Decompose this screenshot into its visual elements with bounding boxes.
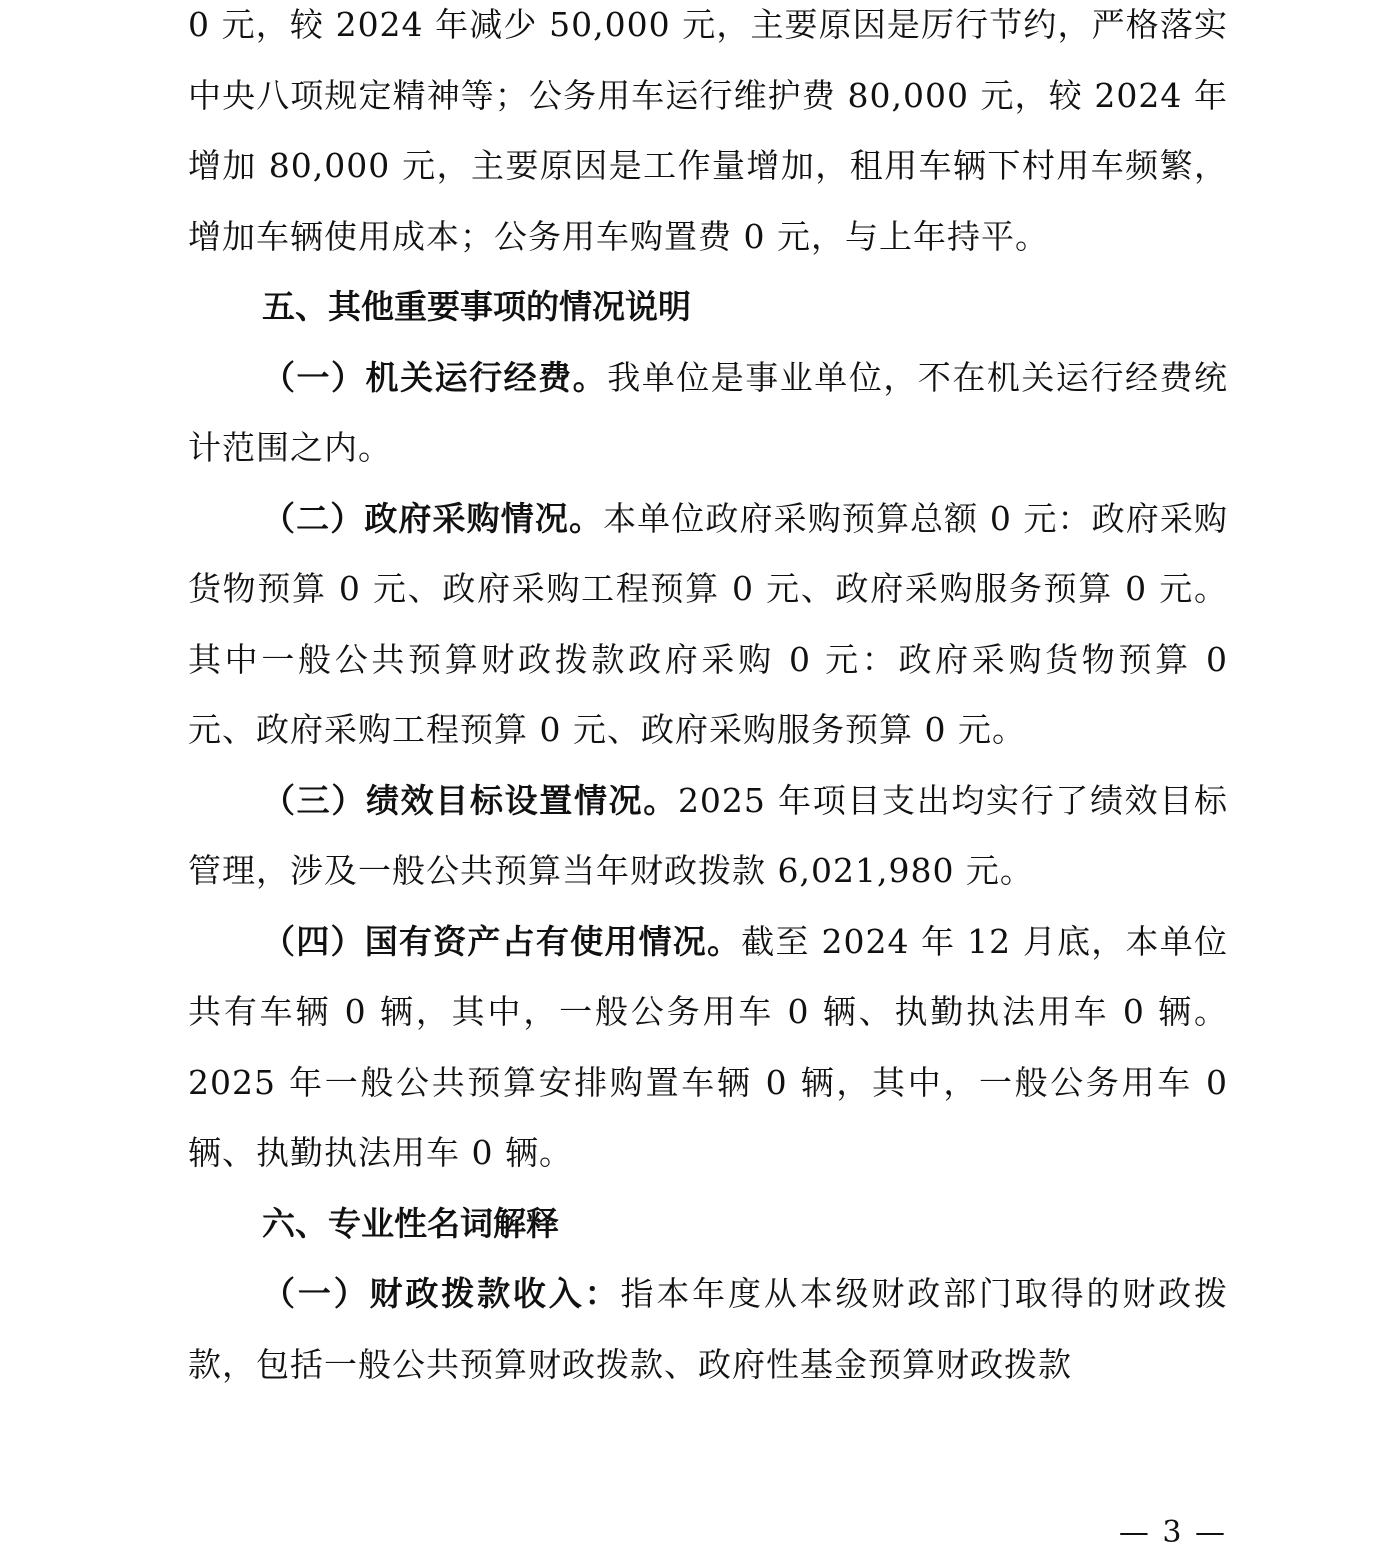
paragraph-lead: （四）国有资产占有使用情况。 <box>262 921 742 961</box>
document-body <box>188 0 1228 1400</box>
section-heading-5: 五、其他重要事项的情况说明 <box>262 287 691 326</box>
paragraph-text: 指本年度从本级财政部门取得的财政拨款，包括一般公共预算财政拨款、政府性基金预算财政拨款 <box>188 1274 1229 1384</box>
paragraph-lead: （三）绩效目标设置情况。 <box>262 780 678 820</box>
paragraph-vehicle-costs: 0 元，较 2024 年减少 50,000 元，主要原因是厉行节约，严格落实中央八项规定精神等；公务用车运行维护费 80,000 元，较 2024 年增加 80,000 元，主要原因是工作量增加，租用车辆下村用车频繁，增加车辆使用成本；公务用车购置费 0 元，与上年持平。 <box>188 5 1228 256</box>
paragraph-lead: （一）机关运行经费。 <box>262 357 608 397</box>
paragraph-text: 截至 2024 年 12 月底，本单位共有车辆 0 辆，其中，一般公务用车 0 辆、执勤执法用车 0 辆。2025 年一般公共预算安排购置车辆 0 辆，其中，一般公务用车 0 辆、执勤执法用车 0 辆。 <box>188 921 1228 1172</box>
paragraph-text: 我单位是事业单位，不在机关运行经费统计范围之内。 <box>188 357 1229 467</box>
paragraph-operating-expenses <box>188 343 1228 484</box>
paragraph-text: 本单位政府采购预算总额 0 元：政府采购货物预算 0 元、政府采购工程预算 0 元、政府采购服务预算 0 元。其中一般公共预算财政拨款政府采购 0 元：政府采购货物预算 0 元、政府采购工程预算 0 元、政府采购服务预算 0 元。 <box>188 498 1228 749</box>
paragraph-lead: （二）政府采购情况。 <box>262 498 604 538</box>
paragraph-lead: （一）财政拨款收入： <box>262 1274 621 1313</box>
paragraph-state-assets <box>188 907 1228 1189</box>
paragraph-performance-goals <box>188 766 1228 907</box>
paragraph-government-procurement <box>188 484 1228 766</box>
page-number: — 3 — <box>1118 1515 1227 1550</box>
paragraph-term-fiscal-appropriation <box>188 1259 1228 1400</box>
section-heading-6: 六、专业性名词解释 <box>262 1203 559 1243</box>
paragraph-text: 2025 年项目支出均实行了绩效目标管理，涉及一般公共预算当年财政拨款 6,021,980 元。 <box>188 780 1228 890</box>
